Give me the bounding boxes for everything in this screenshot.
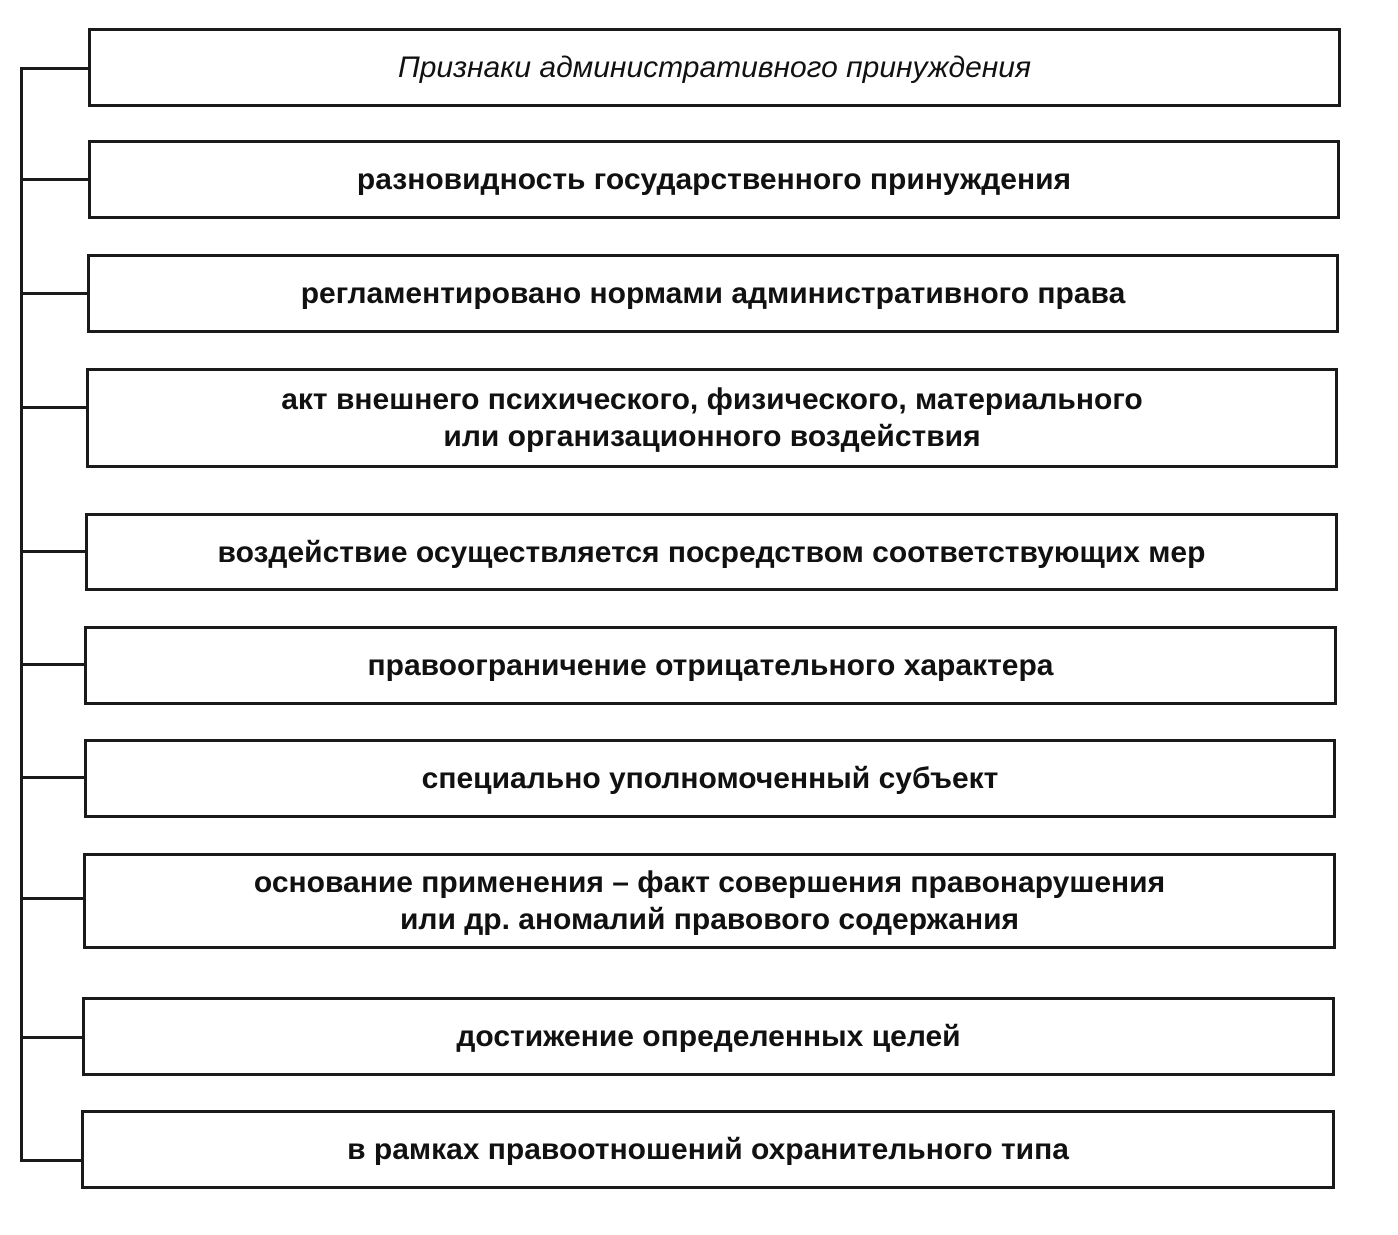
connector-item-5 bbox=[20, 663, 86, 666]
item-box-1 bbox=[88, 140, 1340, 219]
header-box bbox=[88, 28, 1341, 107]
connector-item-8 bbox=[20, 1036, 84, 1039]
item-label-8: достижение определенных целей bbox=[456, 1020, 961, 1053]
item-box-7 bbox=[83, 853, 1336, 949]
item-label-2: регламентировано нормами административного права bbox=[300, 277, 1126, 310]
item-label-9: в рамках правоотношений охранительного типа bbox=[347, 1133, 1069, 1166]
connector-item-4 bbox=[20, 550, 87, 553]
item-box-5 bbox=[84, 626, 1337, 705]
item-box-9 bbox=[81, 1110, 1335, 1189]
item-box-6 bbox=[84, 739, 1336, 818]
vertical-connector-line bbox=[20, 68, 23, 1162]
connector-item-2 bbox=[20, 292, 90, 295]
connector-item-1 bbox=[20, 178, 90, 181]
item-label-5: правоограничение отрицательного характера bbox=[367, 649, 1054, 682]
connector-item-6 bbox=[20, 776, 86, 779]
connector-item-3 bbox=[20, 406, 88, 409]
connector-item-9 bbox=[20, 1159, 83, 1162]
item-label-6: специально уполномоченный субъект bbox=[421, 762, 999, 795]
item-label-1: разновидность государственного принуждения bbox=[356, 163, 1072, 196]
item-box-3 bbox=[86, 368, 1338, 468]
item-box-2 bbox=[87, 254, 1339, 333]
item-label-7: основание применения – факт совершения правонарушения или др. аномалий правового содержания bbox=[253, 866, 1166, 936]
item-box-8 bbox=[82, 997, 1335, 1076]
item-box-4 bbox=[85, 513, 1338, 591]
item-label-3: акт внешнего психического, физического, материального или организационного воздействия bbox=[281, 383, 1143, 453]
item-label-4: воздействие осуществляется посредством соответствующих мер bbox=[217, 535, 1206, 569]
connector-header bbox=[20, 67, 90, 70]
connector-item-7 bbox=[20, 897, 85, 900]
header-title: Признаки административного принуждения bbox=[397, 51, 1032, 84]
